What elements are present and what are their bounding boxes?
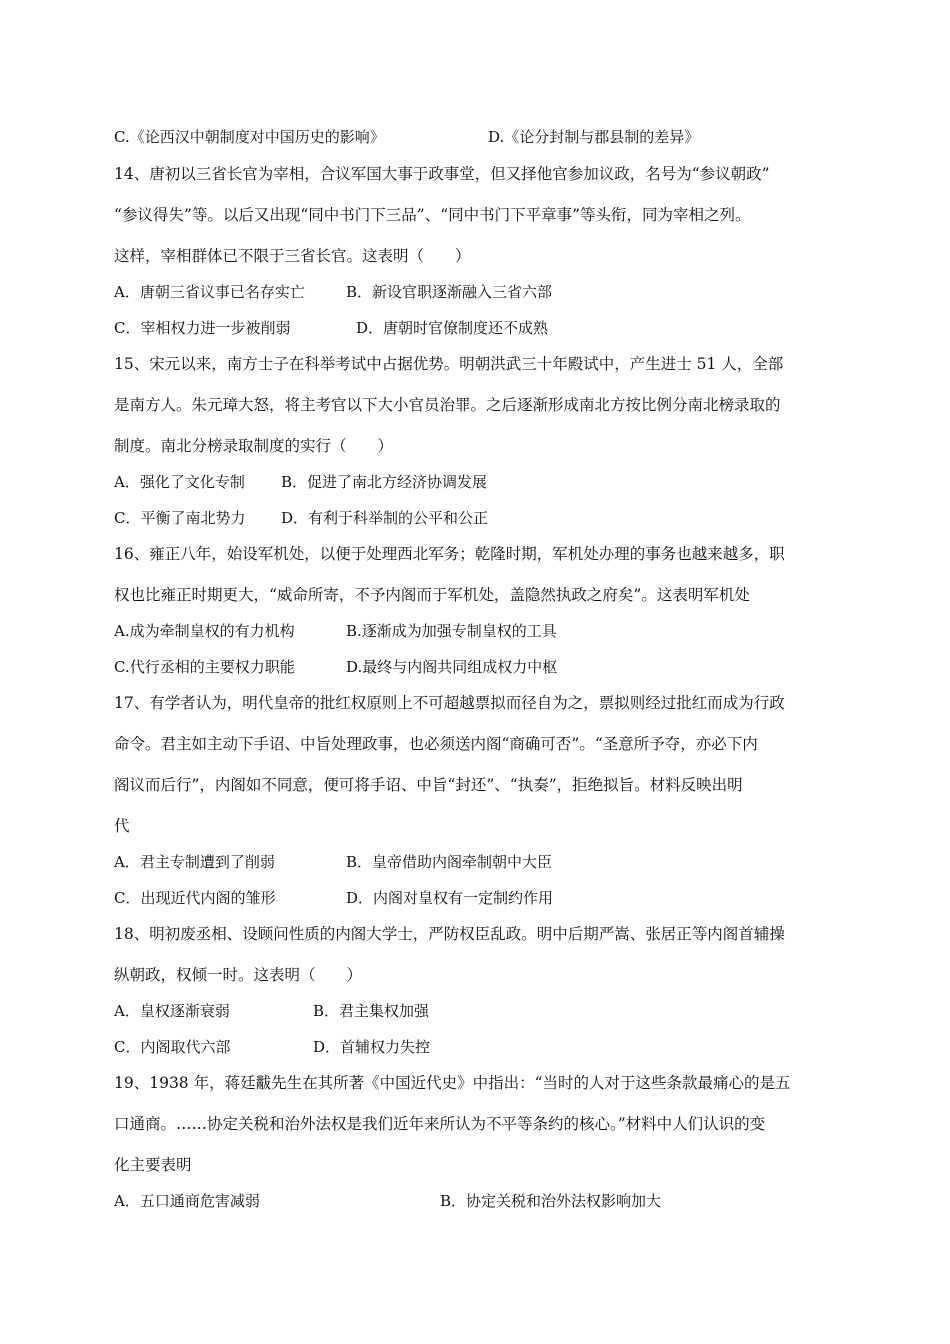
q17-stem-line-4: 代 [114, 817, 130, 835]
q15-option-b: B．促进了南北方经济协调发展 [281, 473, 488, 491]
q15-stem-line-3: 制度。南北分榜录取制度的实行（ ） [114, 437, 394, 455]
q17-stem-line-2: 命令。君主如主动下手诏、中旨处理政事，也必须送内阁“商确可否”。“圣意所予夺，亦必下内 [114, 735, 758, 753]
q19-option-b: B．协定关税和治外法权影响加大 [440, 1192, 662, 1210]
q17-option-d: D．内阁对皇权有一定制约作用 [346, 889, 554, 907]
q18-stem-line-2: 纵朝政，权倾一时。这表明（ ） [114, 966, 363, 984]
q15-option-a: A．强化了文化专制 [114, 473, 245, 491]
q17-option-a: A．君主专制遭到了削弱 [114, 853, 275, 871]
q19-option-a: A．五口通商危害减弱 [114, 1192, 260, 1210]
q18-option-c: C．内阁取代六部 [114, 1038, 231, 1056]
q14-stem-line-3: 这样，宰相群体已不限于三省长官。这表明（ ） [114, 247, 471, 265]
q14-stem-line-1: 14、唐初以三省长官为宰相，合议军国大事于政事堂，但又择他官参加议政，名号为“参议朝政” [114, 165, 770, 183]
q16-option-c: C.代行丞相的主要权力职能 [114, 658, 295, 676]
q15-stem-line-1: 15、宋元以来，南方士子在科举考试中占据优势。明朝洪武三十年殿试中，产生进士 51 人，全部 [114, 355, 784, 373]
q16-stem-line-1: 16、雍正八年，始设军机处，以便于处理西北军务；乾隆时期，军机处办理的事务也越来越多，职 [114, 545, 785, 563]
q18-option-a: A．皇权逐渐衰弱 [114, 1002, 230, 1020]
q14-option-a: A．唐朝三省议事已名存实亡 [114, 283, 305, 301]
q17-stem-line-1: 17、有学者认为，明代皇帝的批红权原则上不可超越票拟而径自为之，票拟则经过批红而成为行政 [114, 694, 785, 712]
q15-option-c: C．平衡了南北势力 [114, 509, 246, 527]
q14-option-d: D．唐朝时官僚制度还不成熟 [356, 319, 549, 337]
q13-option-c: C.《论西汉中朝制度对中国历史的影响》 [114, 128, 385, 146]
q18-option-d: D．首辅权力失控 [313, 1038, 431, 1056]
q17-stem-line-3: 阁议而后行”，内阁如不同意，便可将手诏、中旨“封还”、“执奏”，拒绝拟旨。材料反映出明 [114, 776, 743, 794]
q14-option-c: C．宰相权力进一步被削弱 [114, 319, 291, 337]
q19-stem-line-3: 化主要表明 [114, 1156, 192, 1174]
q18-stem-line-1: 18、明初废丞相、设顾问性质的内阁大学士，严防权臣乱政。明中后期严嵩、张居正等内阁首辅操 [114, 925, 785, 943]
q19-stem-line-1: 19、1938 年，蒋廷黻先生在其所著《中国近代史》中指出：“当时的人对于这些条款最痛心的是五 [114, 1074, 791, 1092]
q16-option-b: B.逐渐成为加强专制皇权的工具 [346, 622, 557, 640]
q13-option-d: D.《论分封制与郡县制的差异》 [488, 128, 700, 146]
q15-stem-line-2: 是南方人。朱元璋大怒，将主考官以下大小官员治罪。之后逐渐形成南北方按比例分南北榜录取的 [114, 396, 781, 414]
q17-option-c: C．出现近代内阁的雏形 [114, 889, 276, 907]
q16-option-a: A.成为牵制皇权的有力机构 [114, 622, 295, 640]
q14-option-b: B．新设官职逐渐融入三省六部 [346, 283, 553, 301]
q17-option-b: B．皇帝借助内阁牵制朝中大臣 [346, 853, 553, 871]
q19-stem-line-2: 口通商。……协定关税和治外法权是我们近年来所认为不平等条约的核心。”材料中人们认识的变 [114, 1115, 766, 1133]
q16-option-d: D.最终与内阁共同组成权力中枢 [346, 658, 558, 676]
q15-option-d: D．有利于科举制的公平和公正 [281, 509, 489, 527]
q14-stem-line-2: “参议得失”等。以后又出现“同中书门下三品”、“同中书门下平章事”等头衔，同为宰相之列。 [114, 206, 751, 224]
q16-stem-line-2: 权也比雍正时期更大，“威命所寄，不予内阁而于军机处，盖隐然执政之府矣”。这表明军机处 [114, 586, 750, 604]
q18-option-b: B．君主集权加强 [313, 1002, 430, 1020]
